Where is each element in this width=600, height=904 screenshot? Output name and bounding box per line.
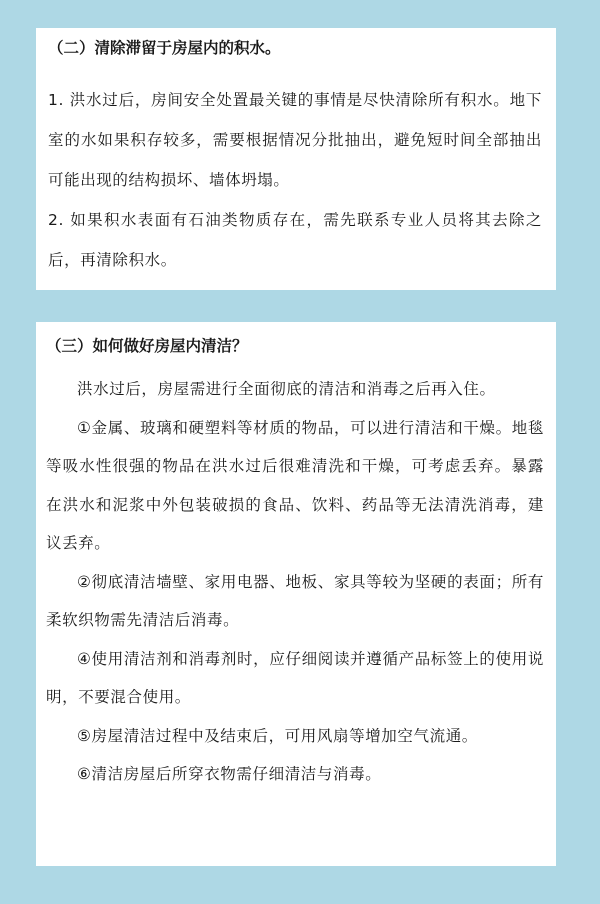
paragraph: ⑤房屋清洁过程中及结束后，可用风扇等增加空气流通。 [77, 726, 478, 745]
paragraph: ②彻底清洁墙壁、家用电器、地板、家具等较为坚硬的表面；所有柔软织物需先清洁后消毒。 [46, 572, 544, 629]
paragraph: 1. 洪水过后，房间安全处置最关键的事情是尽快清除所有积水。地下室的水如果积存较多，需要根据情况分批抽出，避免短时间全部抽出可能出现的结构损坏、墙体坍塌。 [48, 91, 542, 189]
section-heading: （二）清除滞留于房屋内的积水。 [48, 39, 281, 57]
paragraph: 2. 如果积水表面有石油类物质存在，需先联系专业人员将其去除之后，再清除积水。 [48, 211, 542, 269]
paragraph: ⑥清洁房屋后所穿衣物需仔细清洁与消毒。 [77, 765, 382, 783]
paragraph: 洪水过后，房屋需进行全面彻底的清洁和消毒之后再入住。 [77, 380, 496, 398]
paragraph: ①金属、玻璃和硬塑料等材质的物品，可以进行清洁和干燥。地毯等吸水性很强的物品在洪水过后很难清洗和干燥，可考虑丢弃。暴露在洪水和泥浆中外包装破损的食品、饮料、药品等无法清洗消毒，建议丢弃。 [46, 418, 544, 552]
section-heading: （三）如何做好房屋内清洁？ [46, 337, 248, 355]
section-card-remove-water [36, 28, 556, 290]
section-card-cleaning [36, 322, 556, 866]
paragraph: ④使用清洁剂和消毒剂时，应仔细阅读并遵循产品标签上的使用说明，不要混合使用。 [46, 649, 544, 706]
